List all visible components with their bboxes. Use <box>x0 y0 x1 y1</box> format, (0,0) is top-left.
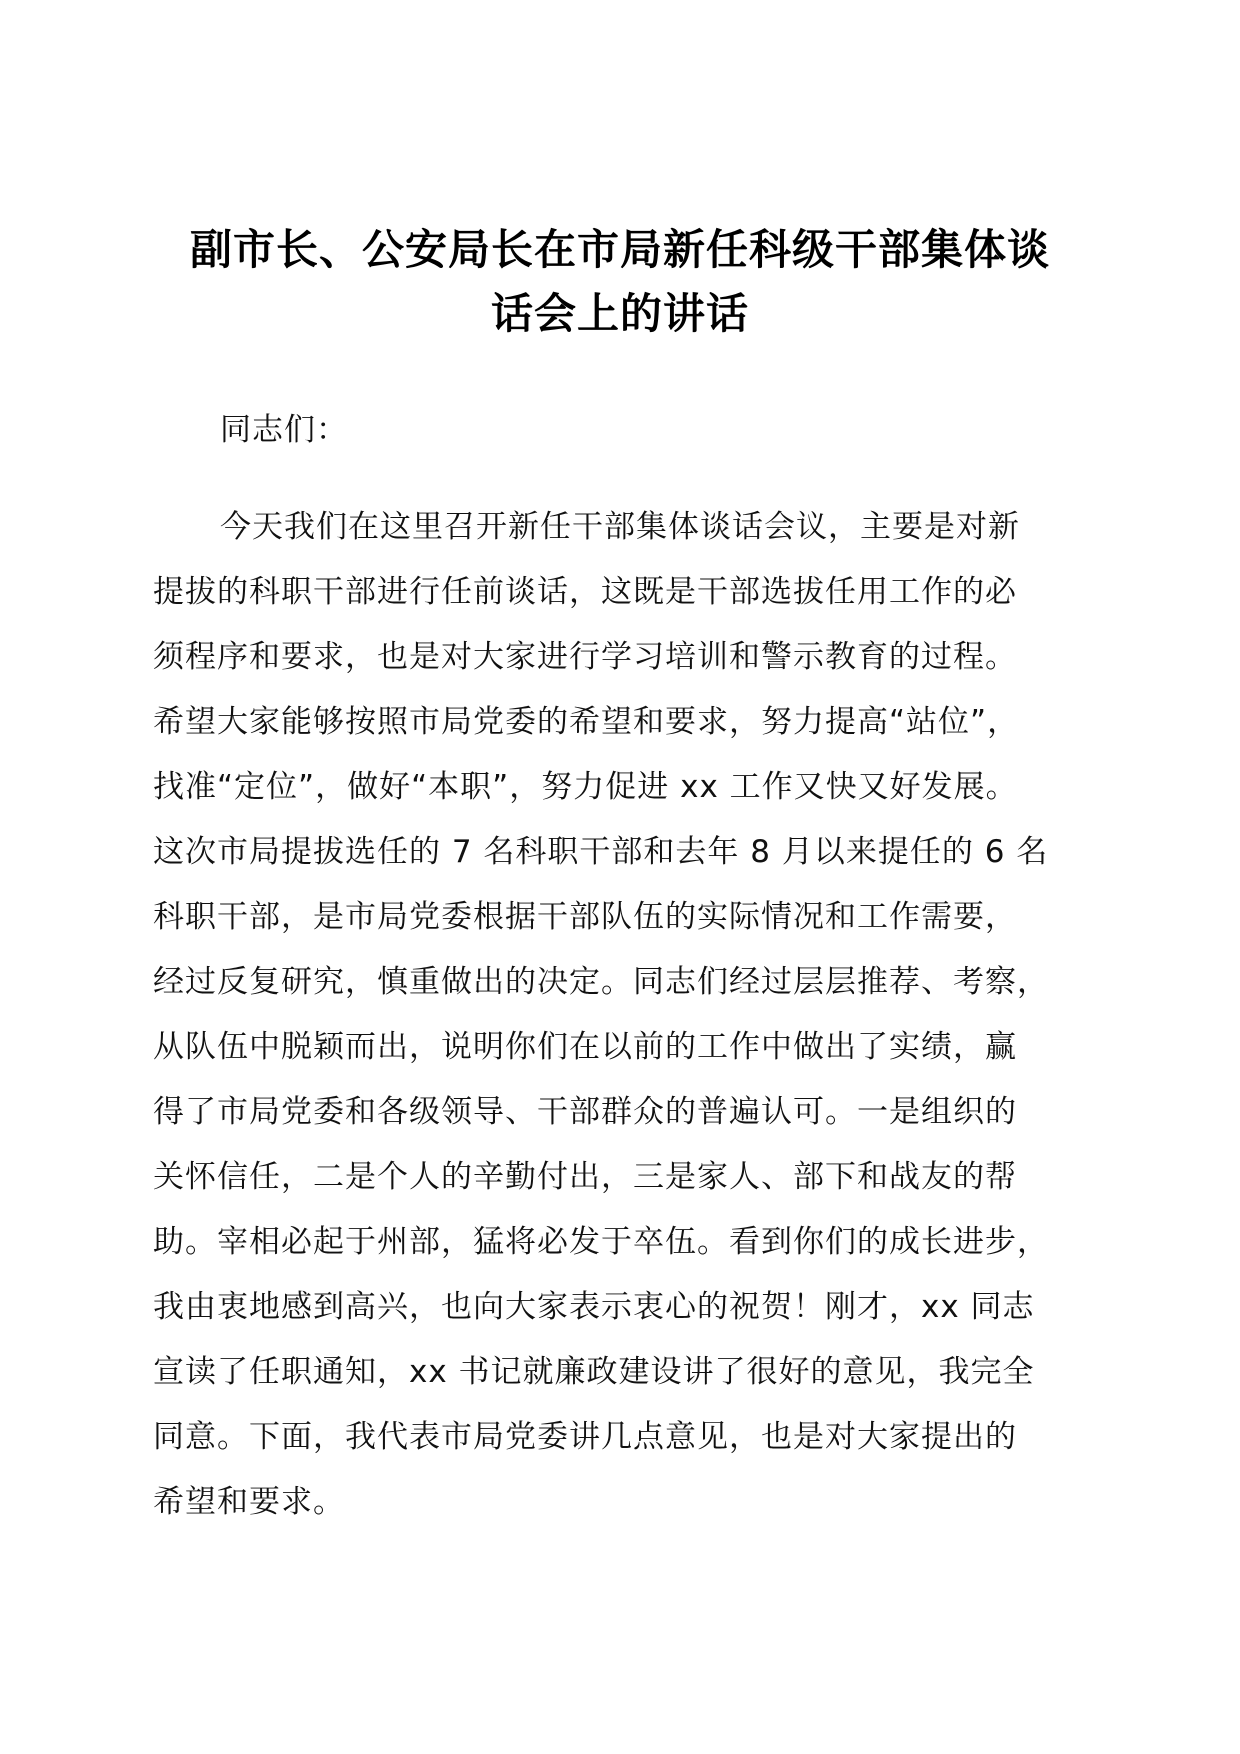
paragraph-line: 今天我们在这里召开新任干部集体谈话会议，主要是对新 <box>220 509 1020 545</box>
paragraph-line: 找准“定位”，做好“本职”，努力促进 xx 工作又快又好发展。 <box>153 769 1018 805</box>
title-line: 副市长、公安局长在市局新任科级干部集体谈 <box>189 225 1050 274</box>
paragraph-line: 经过反复研究，慎重做出的决定。同志们经过层层推荐、考察， <box>153 964 1049 1000</box>
title-line: 话会上的讲话 <box>490 289 749 338</box>
paragraph-line: 同意。下面，我代表市局党委讲几点意见，也是对大家提出的 <box>153 1419 1017 1455</box>
paragraph-line: 希望大家能够按照市局党委的希望和要求，努力提高“站位”， <box>153 704 1020 740</box>
paragraph-line: 这次市局提拔选任的 7 名科职干部和去年 8 月以来提任的 6 名 <box>153 834 1049 870</box>
paragraph-line: 提拔的科职干部进行任前谈话，这既是干部选拔任用工作的必 <box>153 574 1017 610</box>
paragraph-line: 我由衷地感到高兴，也向大家表示衷心的祝贺！刚才，xx 同志 <box>153 1289 1035 1325</box>
paragraph-line: 须程序和要求，也是对大家进行学习培训和警示教育的过程。 <box>153 639 1017 675</box>
document-title <box>140 218 1100 346</box>
paragraph-line: 得了市局党委和各级领导、干部群众的普遍认可。一是组织的 <box>153 1094 1017 1130</box>
paragraph-line: 希望和要求。 <box>153 1484 345 1520</box>
salutation: 同志们： <box>220 412 348 448</box>
paragraph-line: 科职干部，是市局党委根据干部队伍的实际情况和工作需要， <box>153 899 1017 935</box>
paragraph-line: 从队伍中脱颖而出，说明你们在以前的工作中做出了实绩，赢 <box>153 1029 1017 1065</box>
body-paragraph <box>153 495 1113 1535</box>
paragraph-line: 宣读了任职通知，xx 书记就廉政建设讲了很好的意见，我完全 <box>153 1354 1035 1390</box>
paragraph-line: 助。宰相必起于州部，猛将必发于卒伍。看到你们的成长进步， <box>153 1224 1049 1260</box>
paragraph-line: 关怀信任，二是个人的辛勤付出，三是家人、部下和战友的帮 <box>153 1159 1017 1195</box>
